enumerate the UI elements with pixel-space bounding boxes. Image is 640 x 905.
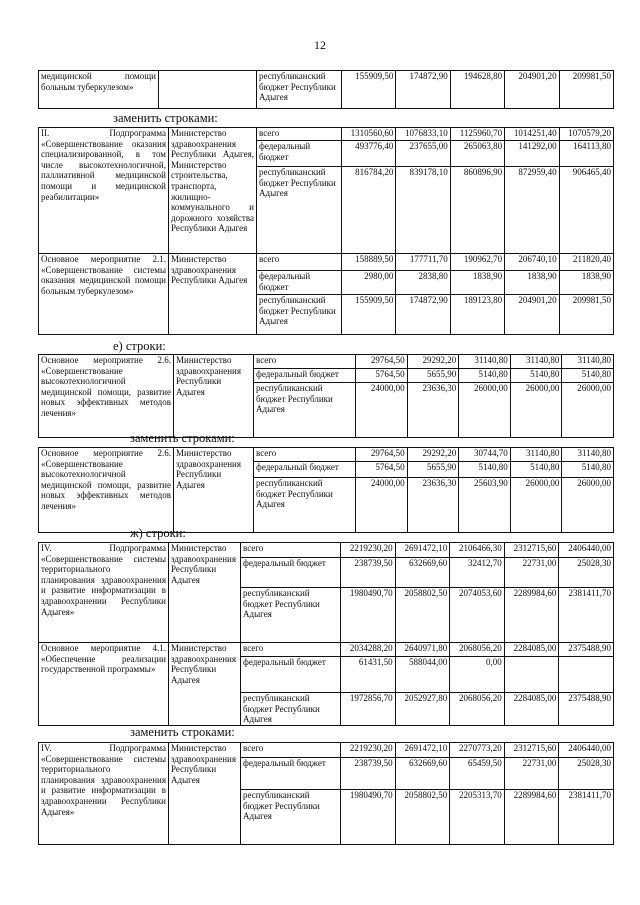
amount-cell: 32412,70 <box>450 558 505 588</box>
amount-cell: 2640971,80 <box>395 643 450 657</box>
heading-replace-3: заменить строками: <box>130 725 235 739</box>
amount-cell: 2284085,00 <box>504 693 559 726</box>
amount-cell: 238739,50 <box>341 758 396 790</box>
executor-cell <box>159 71 257 109</box>
amount-cell: 2068056,20 <box>450 693 505 726</box>
amount-cell: 1980490,70 <box>341 790 396 845</box>
table-row <box>39 643 614 657</box>
amount-cell: 265063,80 <box>450 141 504 167</box>
amount-cell: 1838,90 <box>505 271 559 295</box>
amount-cell: 2058802,50 <box>395 790 450 845</box>
amount-cell: 1980490,70 <box>341 588 396 643</box>
funding-source-label: всего <box>254 448 356 462</box>
amount-cell: 5140,80 <box>459 369 511 383</box>
amount-cell: 141292,00 <box>505 141 559 167</box>
amount-cell: 0,00 <box>450 657 505 693</box>
amount-cell: 906465,40 <box>559 167 613 254</box>
amount-cell: 189123,80 <box>450 295 504 335</box>
amount-cell: 5140,80 <box>562 462 614 478</box>
amount-cell: 1076833,10 <box>396 128 450 141</box>
amount-cell: 2381411,70 <box>559 588 614 643</box>
amount-cell: 2205313,70 <box>450 790 505 845</box>
measure-description: IV. Подпрограмма «Совершенствование системы территориального планирования здравоохранения и развитие информатизации в здравоохранении Республики Адыгея» <box>39 743 169 845</box>
amount-cell: 31140,80 <box>510 448 562 462</box>
funding-source-label: федеральный бюджет <box>241 758 341 790</box>
amount-cell: 29764,50 <box>356 355 408 369</box>
measure-description: II. Подпрограмма «Совершенствование оказания специализированной, в том числе высокотехнологичной, паллиативной медицинской помощи и медицинской реабилитации» <box>39 128 169 254</box>
amount-cell: 155909,50 <box>342 71 396 109</box>
amount-cell: 5764,50 <box>356 462 408 478</box>
amount-cell: 204901,20 <box>505 295 559 335</box>
amount-cell: 2270773,20 <box>450 743 505 758</box>
funding-source-label: республиканский бюджет Республики Адыгея <box>254 383 356 438</box>
amount-cell: 177711,70 <box>396 254 450 271</box>
heading-replace-1: заменить строками: <box>113 111 218 125</box>
executor-cell: Министерство здравоохранения Республики Адыгея, Министерство строительства, транспорта, жилищно-коммунального и дорожного хозяйства Республики Адыгея <box>169 128 257 254</box>
executor-cell: Министерство здравоохранения Республики Адыгея <box>169 543 241 643</box>
heading-replace-2: заменить строками: <box>130 431 235 445</box>
amount-cell: 1014251,40 <box>505 128 559 141</box>
amount-cell: 25028,30 <box>559 758 614 790</box>
amount-cell: 632669,60 <box>395 758 450 790</box>
amount-cell: 209981,50 <box>559 295 613 335</box>
funding-source-label: федеральный бюджет <box>257 271 342 295</box>
executor-cell: Министерство здравоохранения Республики Адыгея <box>174 355 254 438</box>
amount-cell: 24000,00 <box>356 383 408 438</box>
amount-cell: 816784,20 <box>342 167 396 254</box>
amount-cell: 26000,00 <box>562 478 614 533</box>
funding-source-label: всего <box>254 355 356 369</box>
funding-source-label: федеральный бюджет <box>241 558 341 588</box>
measure-description: медицинской помощи больным туберкулезом» <box>39 71 159 109</box>
amount-cell: 2068056,20 <box>450 643 505 657</box>
funding-source-label: республиканский бюджет Республики Адыгея <box>257 71 342 109</box>
amount-cell <box>504 657 559 693</box>
amount-cell: 1972856,70 <box>341 693 396 726</box>
amount-cell: 2284085,00 <box>504 643 559 657</box>
measure-description: IV. Подпрограмма «Совершенствование системы территориального планирования здравоохранения и развитие информатизации в здравоохранении Республики Адыгея» <box>39 543 169 643</box>
amount-cell: 2980,00 <box>342 271 396 295</box>
funding-source-label: всего <box>257 254 342 271</box>
table-continuation <box>38 70 614 109</box>
amount-cell: 5140,80 <box>459 462 511 478</box>
funding-source-label: республиканский бюджет Республики Адыгея <box>254 478 356 533</box>
amount-cell: 31140,80 <box>459 355 511 369</box>
amount-cell: 209981,50 <box>559 71 613 109</box>
funding-source-label: всего <box>241 743 341 758</box>
amount-cell: 5655,90 <box>407 369 459 383</box>
funding-source-label: республиканский бюджет Республики Адыгея <box>241 693 341 726</box>
amount-cell: 1125960,70 <box>450 128 504 141</box>
amount-cell: 25028,30 <box>559 558 614 588</box>
amount-cell: 1838,90 <box>450 271 504 295</box>
table-row <box>39 448 614 462</box>
table-row <box>39 355 614 369</box>
amount-cell: 588044,00 <box>395 657 450 693</box>
amount-cell: 174872,90 <box>396 71 450 109</box>
amount-cell: 204901,20 <box>505 71 559 109</box>
amount-cell: 174872,90 <box>396 295 450 335</box>
funding-source-label: всего <box>241 643 341 657</box>
amount-cell: 5140,80 <box>510 462 562 478</box>
amount-cell: 2381411,70 <box>559 790 614 845</box>
amount-cell: 26000,00 <box>459 383 511 438</box>
amount-cell: 860896,90 <box>450 167 504 254</box>
amount-cell: 23636,30 <box>407 478 459 533</box>
funding-source-label: республиканский бюджет Республики Адыгея <box>241 790 341 845</box>
amount-cell: 26000,00 <box>562 383 614 438</box>
amount-cell: 493776,40 <box>342 141 396 167</box>
amount-cell: 5140,80 <box>562 369 614 383</box>
heading-zh-rows: ж) строки: <box>130 526 186 540</box>
amount-cell: 2106466,30 <box>450 543 505 558</box>
measure-description: Основное мероприятие 2.6. «Совершенствование высокотехнологичной медицинской помощи, развитие новых эффективных методов лечения» <box>39 355 174 438</box>
table-row <box>39 254 614 271</box>
amount-cell: 2406440,00 <box>559 543 614 558</box>
amount-cell: 23636,30 <box>407 383 459 438</box>
amount-cell: 2312715,60 <box>504 543 559 558</box>
table-subprogram-2 <box>38 127 614 335</box>
amount-cell: 31140,80 <box>510 355 562 369</box>
amount-cell: 206740,10 <box>505 254 559 271</box>
table-row <box>39 743 614 758</box>
funding-source-label: республиканский бюджет Республики Адыгея <box>257 167 342 254</box>
amount-cell: 65459,50 <box>450 758 505 790</box>
table-row <box>39 543 614 558</box>
amount-cell: 61431,50 <box>341 657 396 693</box>
amount-cell: 5655,90 <box>407 462 459 478</box>
amount-cell: 5764,50 <box>356 369 408 383</box>
amount-cell: 2219230,20 <box>341 743 396 758</box>
amount-cell: 237655,00 <box>396 141 450 167</box>
amount-cell: 22731,00 <box>504 558 559 588</box>
amount-cell: 839178,10 <box>396 167 450 254</box>
amount-cell: 22731,00 <box>504 758 559 790</box>
table-row <box>39 71 614 109</box>
amount-cell: 29292,20 <box>407 448 459 462</box>
amount-cell: 238739,50 <box>341 558 396 588</box>
table-measure-2-6-old <box>38 354 614 438</box>
amount-cell: 2838,80 <box>396 271 450 295</box>
amount-cell: 1310560,60 <box>342 128 396 141</box>
amount-cell: 2312715,60 <box>504 743 559 758</box>
amount-cell: 2219230,20 <box>341 543 396 558</box>
amount-cell: 632669,60 <box>395 558 450 588</box>
measure-description: Основное мероприятие 2.1. «Совершенствование системы оказания медицинской помощи больным туберкулезом» <box>39 254 169 335</box>
measure-description: Основное мероприятие 2.6. «Совершенствование высокотехнологичной медицинской помощи, развитие новых эффективных методов лечения» <box>39 448 174 533</box>
amount-cell: 2691472,10 <box>395 543 450 558</box>
amount-cell: 26000,00 <box>510 478 562 533</box>
funding-source-label: республиканский бюджет Республики Адыгея <box>257 295 342 335</box>
funding-source-label: федеральный бюджет <box>241 657 341 693</box>
amount-cell: 1070579,20 <box>559 128 613 141</box>
measure-description: Основное мероприятие 4.1. «Обеспечение реализации государственной программы» <box>39 643 169 726</box>
funding-source-label: всего <box>241 543 341 558</box>
table-subprogram-4-new <box>38 742 614 845</box>
amount-cell <box>559 657 614 693</box>
amount-cell: 2375488,90 <box>559 643 614 657</box>
executor-cell: Министерство здравоохранения Республики Адыгея <box>169 643 241 726</box>
amount-cell: 1838,90 <box>559 271 613 295</box>
amount-cell: 194628,80 <box>450 71 504 109</box>
amount-cell: 31140,80 <box>562 448 614 462</box>
funding-source-label: всего <box>257 128 342 141</box>
executor-cell: Министерство здравоохранения Республики Адыгея <box>169 743 241 845</box>
amount-cell: 2289984,60 <box>504 588 559 643</box>
page-number: 12 <box>314 38 326 52</box>
amount-cell: 872959,40 <box>505 167 559 254</box>
amount-cell: 2052927,80 <box>395 693 450 726</box>
amount-cell: 158889,50 <box>342 254 396 271</box>
amount-cell: 2058802,50 <box>395 588 450 643</box>
amount-cell: 24000,00 <box>356 478 408 533</box>
amount-cell: 164113,80 <box>559 141 613 167</box>
executor-cell: Министерство здравоохранения Республики Адыгея <box>169 254 257 335</box>
amount-cell: 2375488,90 <box>559 693 614 726</box>
amount-cell: 31140,80 <box>562 355 614 369</box>
heading-e-rows: е) строки: <box>113 339 166 353</box>
amount-cell: 211820,40 <box>559 254 613 271</box>
amount-cell: 155909,50 <box>342 295 396 335</box>
amount-cell: 26000,00 <box>510 383 562 438</box>
amount-cell: 190962,70 <box>450 254 504 271</box>
table-measure-2-6-new <box>38 447 614 533</box>
amount-cell: 5140,80 <box>510 369 562 383</box>
amount-cell: 2074053,60 <box>450 588 505 643</box>
funding-source-label: федеральный бюджет <box>254 369 356 383</box>
amount-cell: 29292,20 <box>407 355 459 369</box>
funding-source-label: федеральный бюджет <box>257 141 342 167</box>
amount-cell: 29764,50 <box>356 448 408 462</box>
amount-cell: 30744,70 <box>459 448 511 462</box>
amount-cell: 2289984,60 <box>504 790 559 845</box>
executor-cell: Министерство здравоохранения Республики Адыгея <box>174 448 254 533</box>
table-row <box>39 128 614 141</box>
funding-source-label: республиканский бюджет Республики Адыгея <box>241 588 341 643</box>
amount-cell: 25603,90 <box>459 478 511 533</box>
table-subprogram-4-old <box>38 542 614 726</box>
amount-cell: 2406440,00 <box>559 743 614 758</box>
amount-cell: 2034288,20 <box>341 643 396 657</box>
funding-source-label: федеральный бюджет <box>254 462 356 478</box>
amount-cell: 2691472,10 <box>395 743 450 758</box>
